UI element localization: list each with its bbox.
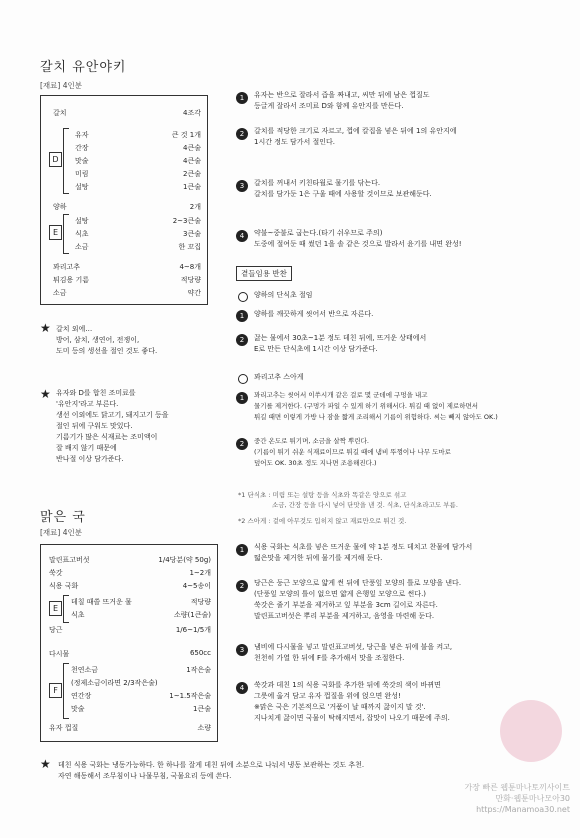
ingredient-row: 식초 소량(1큰술) <box>71 611 211 619</box>
recipe2-step: 식용 국화는 식초를 넣은 뜨거운 물에 약 1분 정도 데치고 찬물에 담가서 떫은맛을 제거한 뒤에 물기를 제거해 둔다. <box>254 543 473 562</box>
ingredient-row: 다시물 650cc <box>49 649 211 658</box>
star-icon: ★ <box>40 757 51 771</box>
group-e-label: E <box>49 601 62 616</box>
ingredient-row: 간장 4큰술 <box>75 144 201 152</box>
ingredient-row: 소금 약간 <box>53 289 201 297</box>
ingredient-row: 갈치 4조각 <box>53 109 201 117</box>
step-number-icon: 3 <box>236 180 248 192</box>
side-dish-step: 꽈리고추는 씻어서 이쑤시개 같은 걸로 몇 군데에 구멍을 내고 물기를 제거한다. (구멍가 파일 수 있게 하기 위해서다. 튀길 때 없이 제로하면서 튀길 때면 이렇게 가방 나 잠을 짧게 조리해서 기름이 위험하다. 씨는 빼지 않아도 OK.) <box>254 391 498 421</box>
recipe2-note: 데친 식용 국화는 냉동가능하다. 한 하나를 잘게 데친 뒤에 소분으로 나눠서 냉동 보관하는 것도 추천. 자연 해동해서 조무침이나 나물무침, 국물요리 등에 쓴다. <box>58 761 365 780</box>
recipe1-step: 약불~중불로 굽는다.(타기 쉬우므로 주의) 도중에 절여둔 때 썼던 1을 솔 같은 것으로 발라서 윤기를 내면 완성! <box>254 229 462 248</box>
recipe2-step: 당근은 둥근 모양으로 얇게 썬 뒤에 단풍잎 모양의 틀로 모양을 낸다. (단풍잎 모양의 틀이 없으면 얇게 은행잎 모양으로 썬다.) 쑥갓은 줄기 부분을 제거하고 잎 부분을 3cm 길이로 자른다. 말린표고버섯은 뿌리 부분을 제거하고, 음영을 마련해 둔다. <box>254 579 462 620</box>
ingredient-row: 유자 껍질 소량 <box>49 724 211 732</box>
recipe1-step: 갈치를 꺼내서 키친타월로 물기를 닦는다. 갈치를 담가둔 1은 구울 때에 사용할 것이므로 보관해둔다. <box>254 179 432 198</box>
ingredient-row: 유자 큰 것 1개 <box>75 131 201 139</box>
recipe1-title: 갈치 유안야키 <box>40 60 127 75</box>
side-dish-step: 양하를 깨끗하게 씻어서 반으로 자른다. <box>254 310 374 318</box>
ingredient-row: 맛술 4큰술 <box>75 157 201 165</box>
ingredient-row: 당근 1/6~1/5개 <box>49 626 211 634</box>
ingredient-row: 설탕 1큰술 <box>75 183 201 191</box>
step-number-icon: 2 <box>236 580 248 592</box>
ingredient-row: 말린표고버섯 1/4당분(약 50g) <box>49 556 211 564</box>
side-dish-heading: 곁들임용 반찬 <box>236 266 292 281</box>
recipe2-step: 냄비에 다시물을 넣고 말린표고버섯, 당근을 넣은 뒤에 불을 켜고, 천천히 가열 한 뒤에 F를 추가해서 맛을 조절한다. <box>254 643 453 662</box>
ingredient-row: 꽈리고추 4~8개 <box>53 263 201 271</box>
step-number-icon: 1 <box>236 310 248 322</box>
recipe2-ingredients-box <box>40 544 218 742</box>
recipe1-step: 유자는 반으로 잘라서 즙을 짜내고, 씨만 뒤에 남은 껍질도 등글게 잘라서 조미료 D와 함께 유안지를 만든다. <box>254 91 430 110</box>
ingredient-row: 미림 2큰술 <box>75 170 201 178</box>
step-number-icon: 2 <box>236 438 248 450</box>
group-e-label: E <box>49 225 62 240</box>
step-number-icon: 1 <box>236 92 248 104</box>
step-number-icon: 4 <box>236 682 248 694</box>
footnotes: *1 단식초 : 미림 또는 설탕 등을 식초와 똑같은 양으로 섞고 소금, 간장 등을 다시 넣어 단맛을 낸 것. 식초, 단식초라고도 부름. *2 스아게 : 겉에 아무것도 입히지 않고 재료만으로 튀긴 것. <box>238 491 458 525</box>
group-d-label: D <box>49 152 62 167</box>
ingredient-row: 튀김용 기름 적당량 <box>53 276 201 284</box>
group-f-label: F <box>49 683 62 698</box>
step-number-icon: 4 <box>236 230 248 242</box>
step-number-icon: 3 <box>236 644 248 656</box>
star-icon: ★ <box>40 387 51 401</box>
site-watermark: 가장 빠른 웹툰마나토끼사이트 만화·웹툰마나모아30 https://Manamoa30.net <box>464 783 570 814</box>
step-number-icon: 2 <box>236 334 248 346</box>
recipe1-ingredients-box <box>40 95 208 305</box>
side-dish-title: 꽈리고추 스아게 <box>254 373 304 381</box>
step-number-icon: 2 <box>236 128 248 140</box>
recipe2-servings: [재료] 4인분 <box>40 528 82 537</box>
recipe1-note-yuanji: 유자와 D를 합친 조미료를 '유안지'라고 부른다. 생선 이외에도 닭고기, 돼지고기 등을 절인 뒤에 구워도 맛있다. 기름기가 많은 식재료는 조미액이 잘 배지 않기 때문에 반나절 이상 담가준다. <box>56 389 169 463</box>
recipe1-note-alternatives: 갈치 외에… 방어, 삼치, 생연어, 전쟁이, 도미 등의 생선을 절인 것도 좋다. <box>56 325 158 355</box>
recipe1-servings: [재료] 4인분 <box>40 81 82 90</box>
recipe2-step: 쑥갓과 데친 1의 식용 국화를 추가한 뒤에 쑥갓의 색이 바뀌면 그릇에 옮겨 담고 유자 껍질을 위에 얹으면 완성! ※맑은 국은 기본적으로 '거품이 날 때까지 끓이지 말 것'. 지나치게 끓이면 국물이 탁해지면서, 잡맛이 나오기 때문에 주의. <box>254 681 450 722</box>
side-dish-step: 중간 온도로 튀기며, 소금을 살짝 뿌린다. (기름이 튀기 쉬운 식재료이므로 튀길 때에 냄비 뚜껑이나 나무 도마로 덮어도 OK. 30초 정도 지나면 조용해진다.) <box>254 437 451 467</box>
ingredient-row: 연간장 1~1.5작은술 <box>71 692 211 700</box>
ingredient-row: (정제소금이라면 2/3작은술) <box>71 679 158 687</box>
ingredient-row: 쑥갓 1~2개 <box>49 569 211 577</box>
side-dish-step: 끓는 물에서 30초~1분 정도 데친 뒤에, 뜨거운 상태에서 E로 만든 단식초에 1시간 이상 담가준다. <box>254 334 427 353</box>
ingredient-row: 맛술 1큰술 <box>71 705 211 713</box>
ingredient-row: 양하 2개 <box>53 203 201 211</box>
step-number-icon: 1 <box>236 544 248 556</box>
side-dish-title: 양하의 단식초 절임 <box>254 291 313 299</box>
character-avatar <box>500 700 562 762</box>
step-number-icon: 1 <box>236 392 248 404</box>
ingredient-row: 데칠 때쓸 뜨거운 물 적당량 <box>71 598 211 606</box>
ingredient-row: 소금 한 꼬집 <box>75 243 201 251</box>
ingredient-row: 천연소금 1작은술 <box>71 666 211 674</box>
recipe1-step: 갈치를 적당한 크기로 자르고, 껍에 칼집을 넣은 뒤에 1의 유안지에 1시간 정도 담가서 절인다. <box>254 127 457 146</box>
ingredient-row: 식용 국화 4~5송이 <box>49 582 211 590</box>
ingredient-row: 설탕 2~3큰술 <box>75 217 201 225</box>
recipe2-title: 맑은 국 <box>40 510 86 525</box>
circle-bullet-icon <box>238 374 248 384</box>
ingredient-row: 식초 3큰술 <box>75 230 201 238</box>
circle-bullet-icon <box>238 292 248 302</box>
star-icon: ★ <box>40 321 51 335</box>
